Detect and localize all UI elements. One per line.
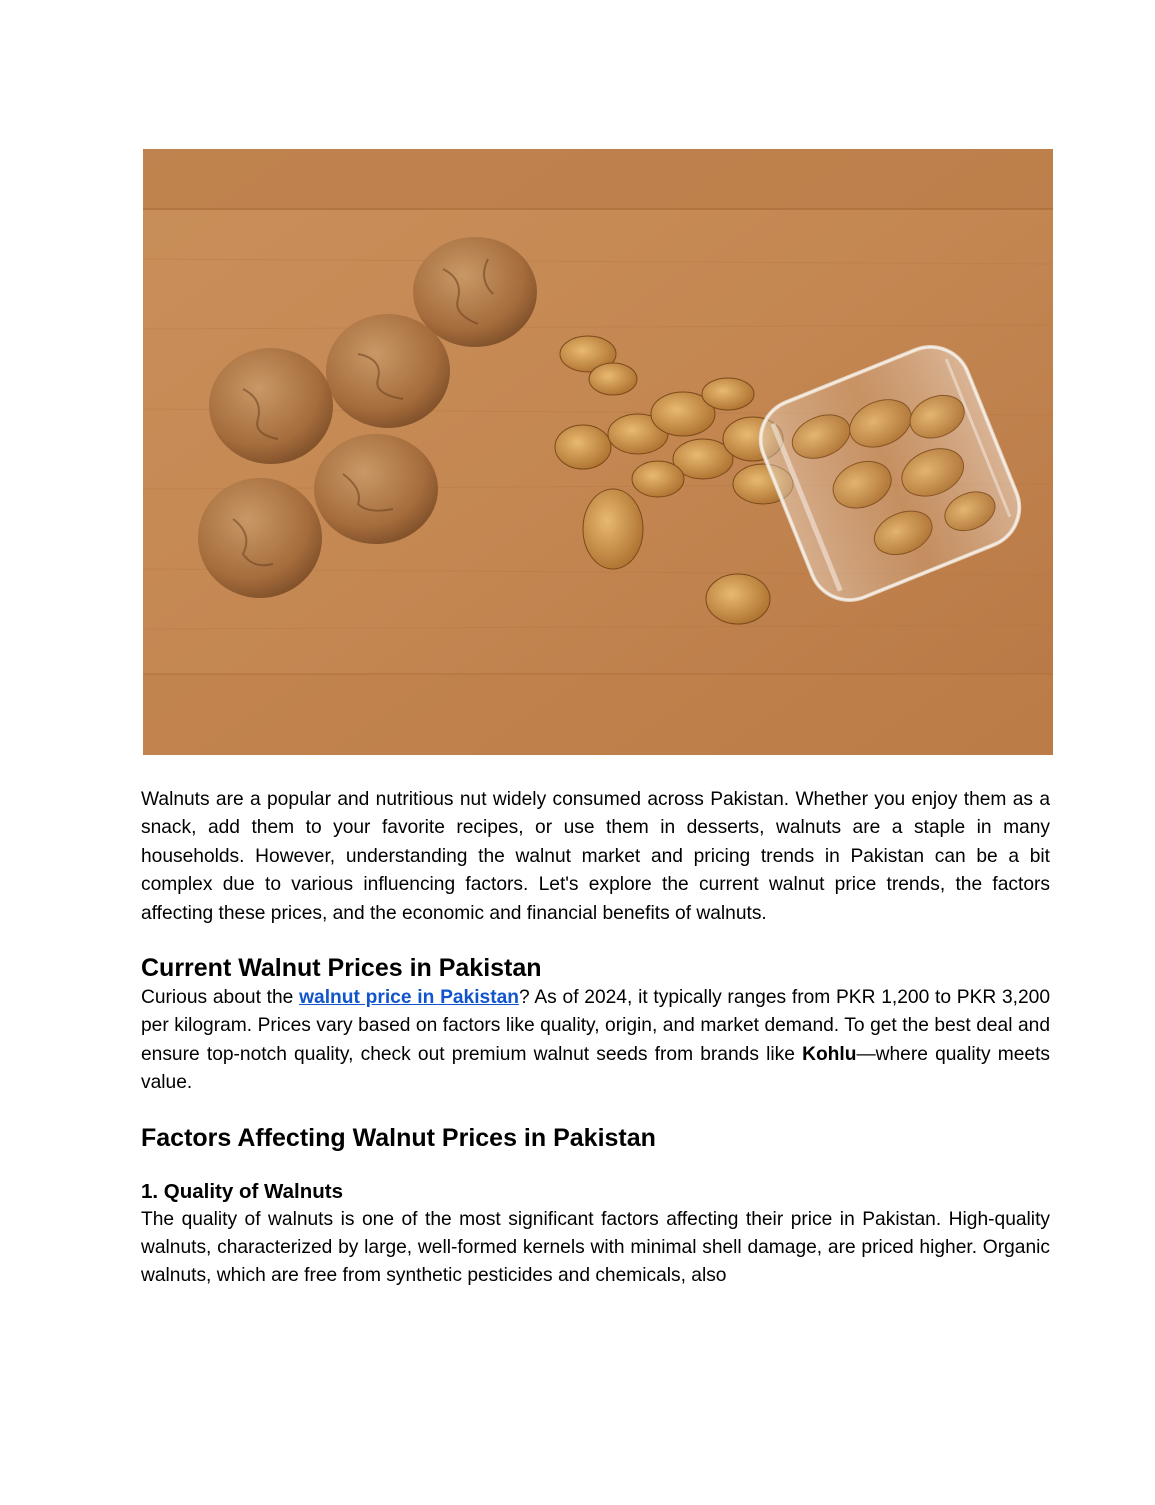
article-body xyxy=(141,786,1050,1291)
current-text-end: —where quality meets value. xyxy=(141,1043,1050,1094)
quality-subheading: 1. Quality of Walnuts xyxy=(141,1179,343,1203)
brand-name: Kohlu xyxy=(802,1043,857,1065)
current-prices-paragraph xyxy=(141,984,1050,1098)
current-text-after-link: ? As of 2024, it typically ranges from PKR 1,200 to PKR 3,200 per kilogram. Prices vary based on factors like quality, origin, and market demand. To get the best deal and ensure top-notch quality, check out premium walnut seeds from brands like xyxy=(141,987,1050,1065)
walnut-price-link[interactable]: walnut price in Pakistan xyxy=(299,987,519,1009)
walnuts-photo xyxy=(143,149,1053,755)
current-text-before-link: Curious about the xyxy=(141,987,300,1009)
intro-paragraph: Walnuts are a popular and nutritious nut widely consumed across Pakistan. Whether you enjoy them as a snack, add them to your favorite recipes, or use them in desserts, walnuts are a staple in many households. However, understanding the walnut market and pricing trends in Pakistan can be a bit complex due to various influencing factors. Let's explore the current walnut price trends, the factors affecting these prices, and the economic and financial benefits of walnuts. xyxy=(141,789,1050,924)
quality-paragraph: The quality of walnuts is one of the most significant factors affecting their price in Pakistan. High-quality walnuts, characterized by large, well-formed kernels with minimal shell damage, are priced higher. Organic walnuts, which are free from synthetic pesticides and chemicals, also xyxy=(141,1208,1050,1287)
factors-heading: Factors Affecting Walnut Prices in Pakistan xyxy=(141,1123,656,1152)
current-prices-heading: Current Walnut Prices in Pakistan xyxy=(141,954,542,983)
